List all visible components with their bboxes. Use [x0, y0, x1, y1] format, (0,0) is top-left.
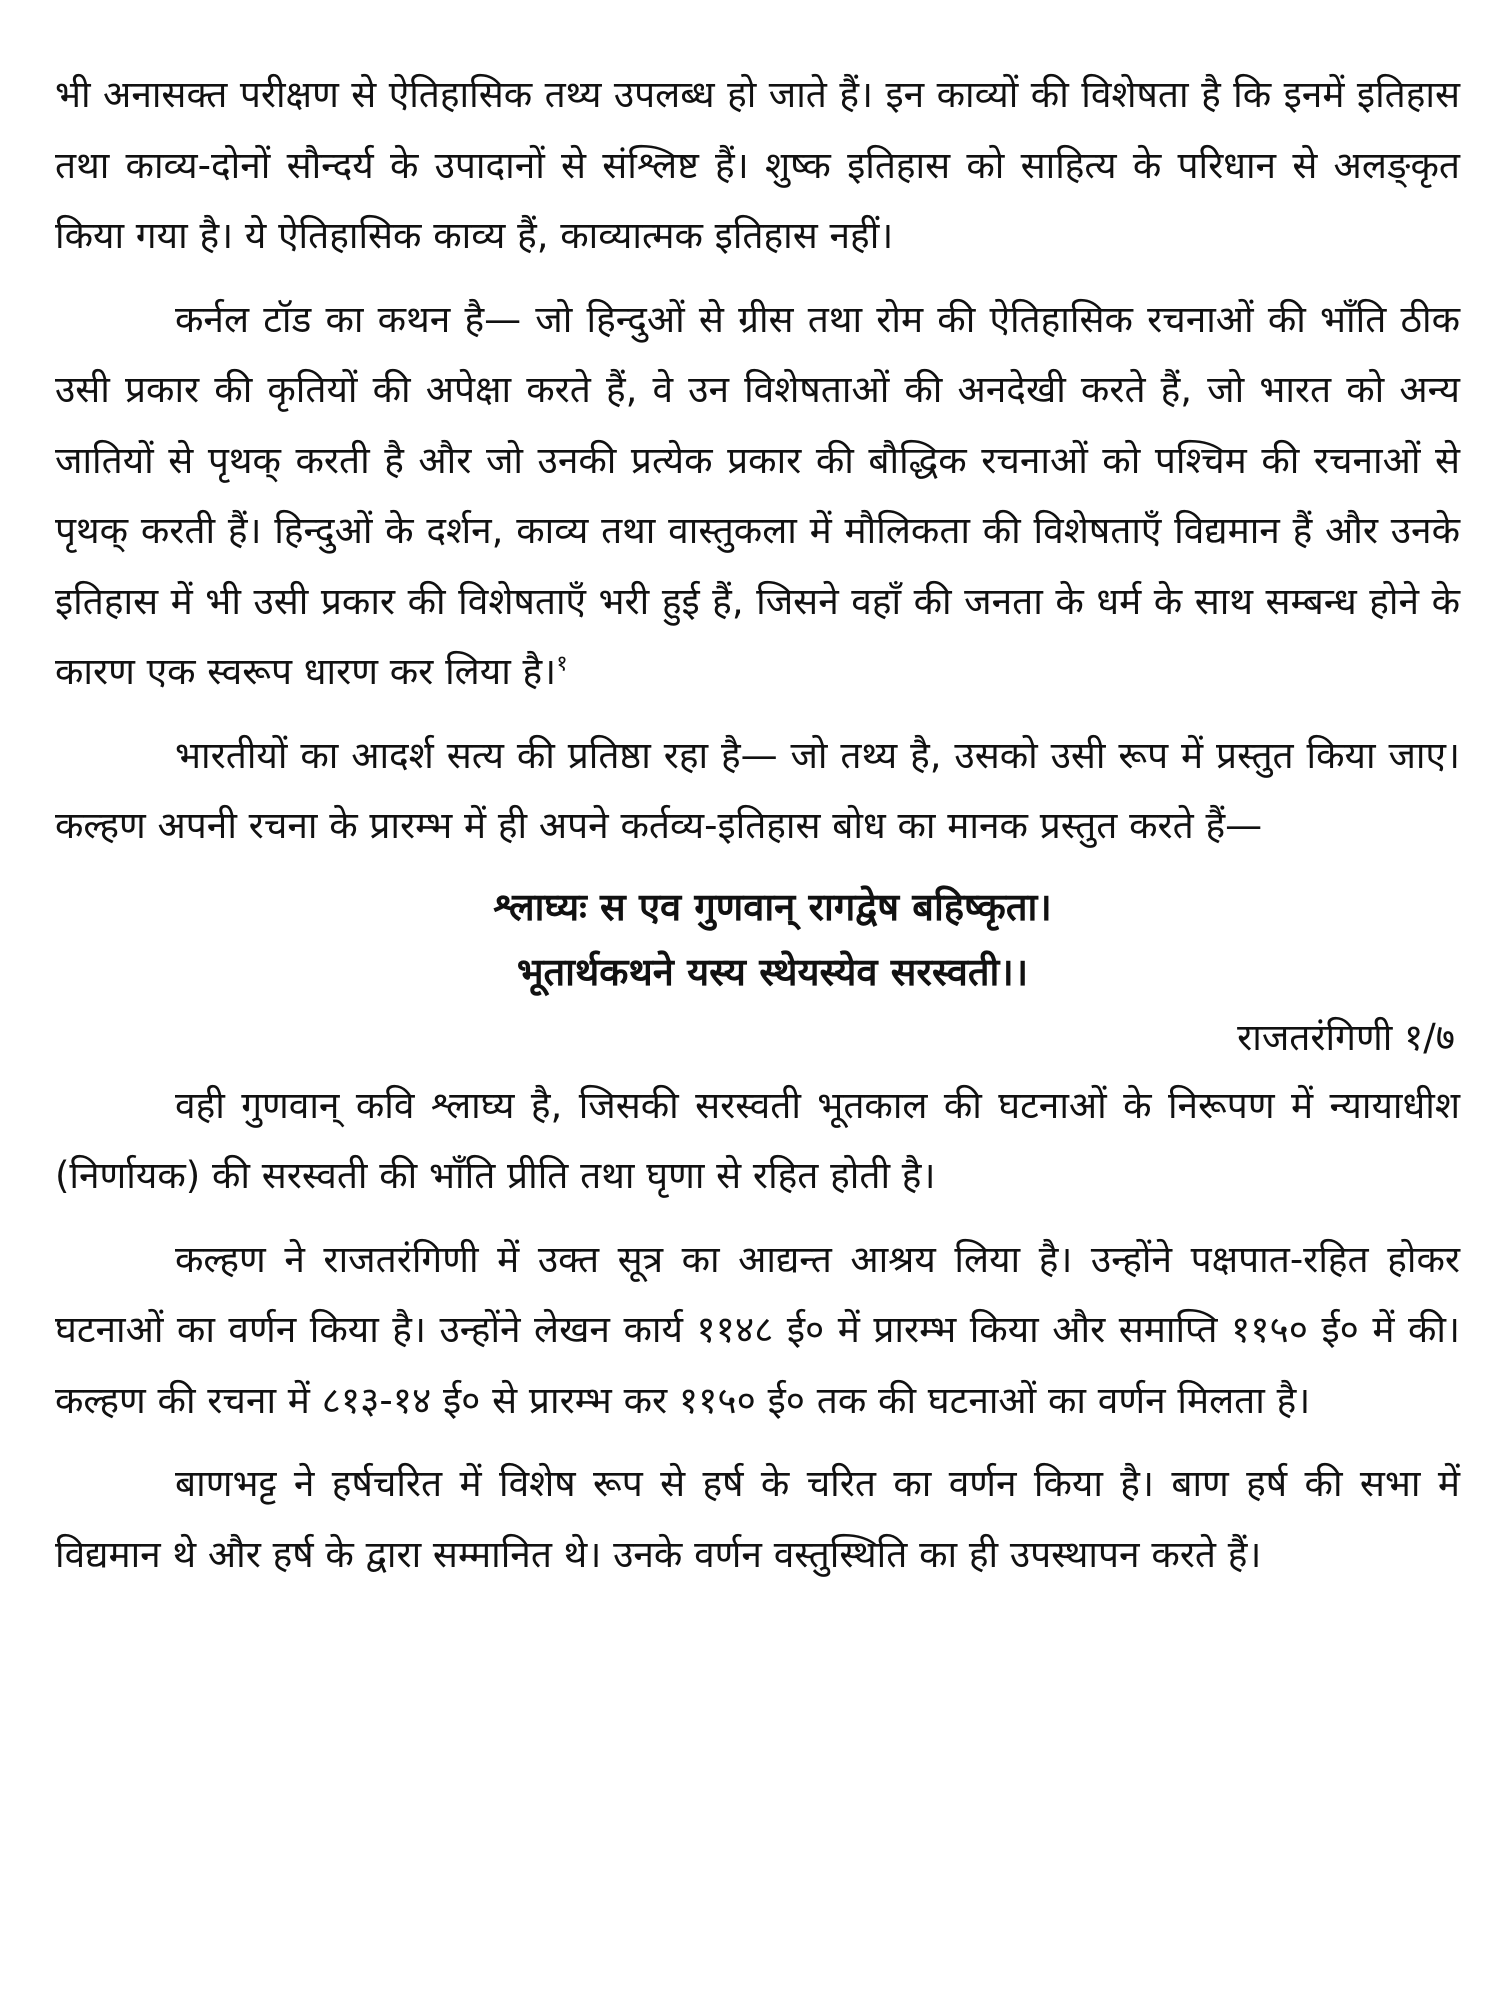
document-page	[55, 60, 1460, 1960]
verse-citation: राजतरंगिणी १/७	[1237, 1015, 1455, 1059]
verse-line-1: श्लाघ्यः स एव गुणवान् रागद्वेष बहिष्कृता।	[493, 884, 1052, 929]
verse-line-2: भूतार्थकथने यस्य स्थेयस्येव सरस्वती।।	[516, 949, 1029, 994]
paragraph-2	[55, 285, 1460, 708]
paragraph-3: भारतीयों का आदर्श सत्य की प्रतिष्ठा रहा है— जो तथ्य है, उसको उसी रूप में प्रस्तुत किया जाए। कल्हण अपनी रचना के प्रारम्भ में ही अपने कर्तव्य-इतिहास बोध का मानक प्रस्तुत करते हैं—	[55, 733, 1460, 847]
paragraph-6: बाणभट्ट ने हर्षचरित में विशेष रूप से हर्ष के चरित का वर्णन किया है। बाण हर्ष की सभा में विद्यमान थे और हर्ष के द्वारा सम्मानित थे। उनके वर्णन वस्तुस्थिति का ही उपस्थापन करते हैं।	[55, 1462, 1460, 1576]
paragraph-2-text: कर्नल टॉड का कथन है— जो हिन्दुओं से ग्रीस तथा रोम की ऐतिहासिक रचनाओं की भाँति ठीक उसी प्रकार की कृतियों की अपेक्षा करते हैं, वे उन विशेषताओं की अनदेखी करते हैं, जो भारत को अन्य जातियों से पृथक् करती है और जो उनकी प्रत्येक प्रकार की बौद्धिक रचनाओं को पश्चिम की रचनाओं से पृथक् करती हैं। हिन्दुओं के दर्शन, काव्य तथा वास्तुकला में मौलिकता की विशेषताएँ विद्यमान हैं और उनके इतिहास में भी उसी प्रकार की विशेषताएँ भरी हुई हैं, जिसने वहाँ की जनता के धर्म के साथ सम्बन्ध होने के कारण एक स्वरूप धारण कर लिया है।	[55, 297, 1460, 693]
paragraph-5: कल्हण ने राजतरंगिणी में उक्त सूत्र का आद्यन्त आश्रय लिया है। उन्होंने पक्षपात-रहित होकर घटनाओं का वर्णन किया है। उन्होंने लेखन कार्य ११४८ ई० में प्रारम्भ किया और समाप्ति ११५० ई० में की। कल्हण की रचना में ८१३-१४ ई० से प्रारम्भ कर ११५० ई० तक की घटनाओं का वर्णन मिलता है।	[55, 1237, 1460, 1422]
paragraph-1: भी अनासक्त परीक्षण से ऐतिहासिक तथ्य उपलब्ध हो जाते हैं। इन काव्यों की विशेषता है कि इनमें इतिहास तथा काव्य-दोनों सौन्दर्य के उपादानों से संश्लिष्ट हैं। शुष्क इतिहास को साहित्य के परिधान से अलङ्कृत किया गया है। ये ऐतिहासिक काव्य हैं, काव्यात्मक इतिहास नहीं।	[55, 73, 1460, 257]
paragraph-4: वही गुणवान् कवि श्लाघ्य है, जिसकी सरस्वती भूतकाल की घटनाओं के निरूपण में न्यायाधीश (निर्णायक) की सरस्वती की भाँति प्रीति तथा घृणा से रहित होती है।	[55, 1083, 1460, 1197]
footnote-marker: १	[556, 651, 568, 677]
sanskrit-verse	[55, 875, 1460, 1005]
